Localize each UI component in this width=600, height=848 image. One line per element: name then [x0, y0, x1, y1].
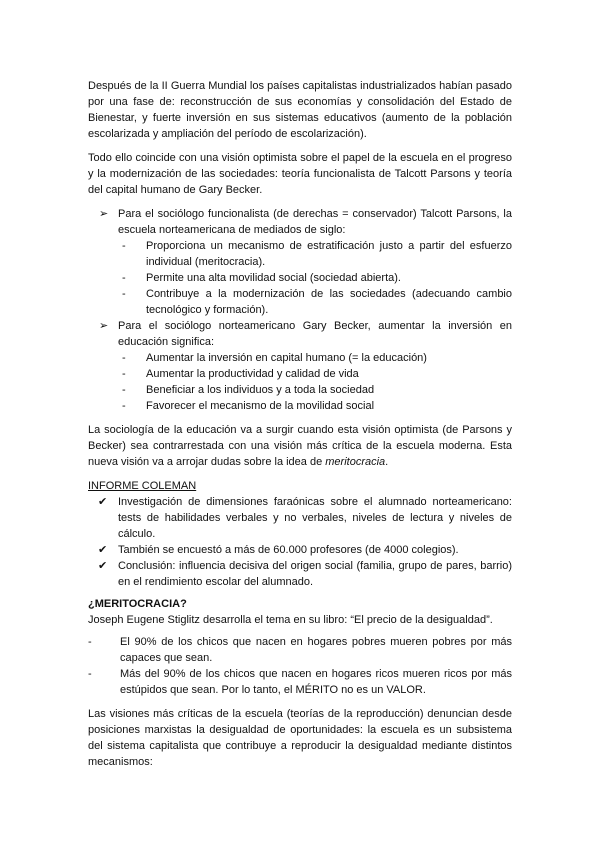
parsons-heading-text: Para el sociólogo funcionalista (de derechas = conservador) Talcott Parsons, la escuela norteamericana de mediados de siglo:: [118, 208, 512, 236]
checkmark-icon: ✔: [98, 544, 108, 556]
meritocracia-emphasis: meritocracia: [325, 456, 386, 468]
list-item: - Contribuye a la modernización de las sociedades (adecuando cambio tecnológico y formación).: [122, 288, 512, 316]
meritocracia-title: ¿MERITOCRACIA?: [88, 598, 187, 610]
list-item: - Permite una alta movilidad social (sociedad abierta).: [122, 272, 401, 284]
parsons-list: [88, 238, 512, 318]
list-item: ✔ Investigación de dimensiones faraónicas sobre el alumnado norteamericano: tests de habilidades verbales y no verbales, niveles de lectura y niveles de cálculo.: [98, 496, 512, 540]
intro-ii-guerra-mundial: II Guerra Mundial: [161, 80, 247, 92]
list-item: ✔ También se encuestó a más de 60.000 profesores (de 4000 colegios).: [98, 544, 459, 556]
dash-bullet: -: [122, 240, 126, 252]
list-item: - El 90% de los chicos que nacen en hogares pobres mueren pobres por más capaces que sean.: [88, 636, 512, 664]
dash-bullet: -: [88, 636, 92, 648]
dash-bullet: -: [122, 272, 126, 284]
closing-paragraph: Las visiones más críticas de la escuela (teorías de la reproducción) denuncian desde posiciones marxistas la desigualdad de oportunidades: la escuela es un subsistema del sistema capitalista que contribuye a reproducir la desigualdad mediante distintos mecanismos:: [88, 708, 512, 768]
dash-bullet: -: [122, 384, 126, 396]
intro-paragraph-2: Todo ello coincide con una visión optimista sobre el papel de la escuela en el progreso y la modernización de las sociedades: teoría funcionalista de Talcott Parsons y teoría del capital humano de Gary Becker.: [88, 152, 512, 196]
intro-paragraph-1: [88, 78, 512, 142]
intro-text-b: los países capitalistas industrializados habían pasado por una fase de: reconstrucción de sus economías y consolidación del Estado de Bienestar, y fuerte inversión en sus sistemas educativos (aumento de la población escolarizada y ampliación del período de escolarización).: [88, 80, 512, 140]
becker-list: [88, 350, 512, 414]
checkmark-icon: ✔: [98, 560, 108, 572]
arrow-bullet-icon: ➢: [99, 208, 109, 220]
dash-bullet: -: [88, 668, 92, 680]
list-item: - Proporciona un mecanismo de estratificación justo a partir del esfuerzo individual (meritocracia).: [122, 240, 512, 268]
list-item: - Beneficiar a los individuos y a toda la sociedad: [122, 384, 375, 396]
list-item: - Aumentar la productividad y calidad de vida: [122, 368, 359, 380]
list-item: - Favorecer el mecanismo de la movilidad social: [122, 400, 375, 412]
list-item: - Aumentar la inversión en capital humano (= la educación): [122, 352, 427, 364]
dash-bullet: -: [122, 400, 126, 412]
coleman-list: [88, 494, 512, 590]
checkmark-icon: ✔: [98, 496, 108, 508]
becker-heading-text: Para el sociólogo norteamericano Gary Becker, aumentar la inversión en educación significa:: [118, 320, 512, 348]
dash-bullet: -: [122, 368, 126, 380]
list-item: - Más del 90% de los chicos que nacen en hogares ricos mueren ricos por más estúpidos que sean. Por lo tanto, el MÉRITO no es un VALOR.: [88, 668, 512, 696]
meritocracia-list: [88, 634, 512, 698]
becker-heading: [88, 318, 512, 350]
list-item: ✔ Conclusión: influencia decisiva del origen social (familia, grupo de pares, barrio) en el rendimiento escolar del alumnado.: [98, 560, 512, 588]
stiglitz-intro: Joseph Eugene Stiglitz desarrolla el tema en su libro: “El precio de la desigualdad”.: [88, 614, 493, 626]
coleman-title: INFORME COLEMAN: [88, 480, 197, 492]
dash-bullet: -: [122, 288, 126, 300]
sociology-paragraph: La sociología de la educación va a surgir cuando esta visión optimista (de Parsons y Becker) sea contrarrestada con una visión más crítica de la escuela moderna. Esta nueva visión va a arrojar dudas sobre la idea de meritocracia.: [88, 424, 512, 468]
arrow-bullet-icon: ➢: [99, 320, 109, 332]
parsons-heading: [88, 206, 512, 238]
dash-bullet: -: [122, 352, 126, 364]
intro-text-a: Después de la: [88, 80, 162, 92]
